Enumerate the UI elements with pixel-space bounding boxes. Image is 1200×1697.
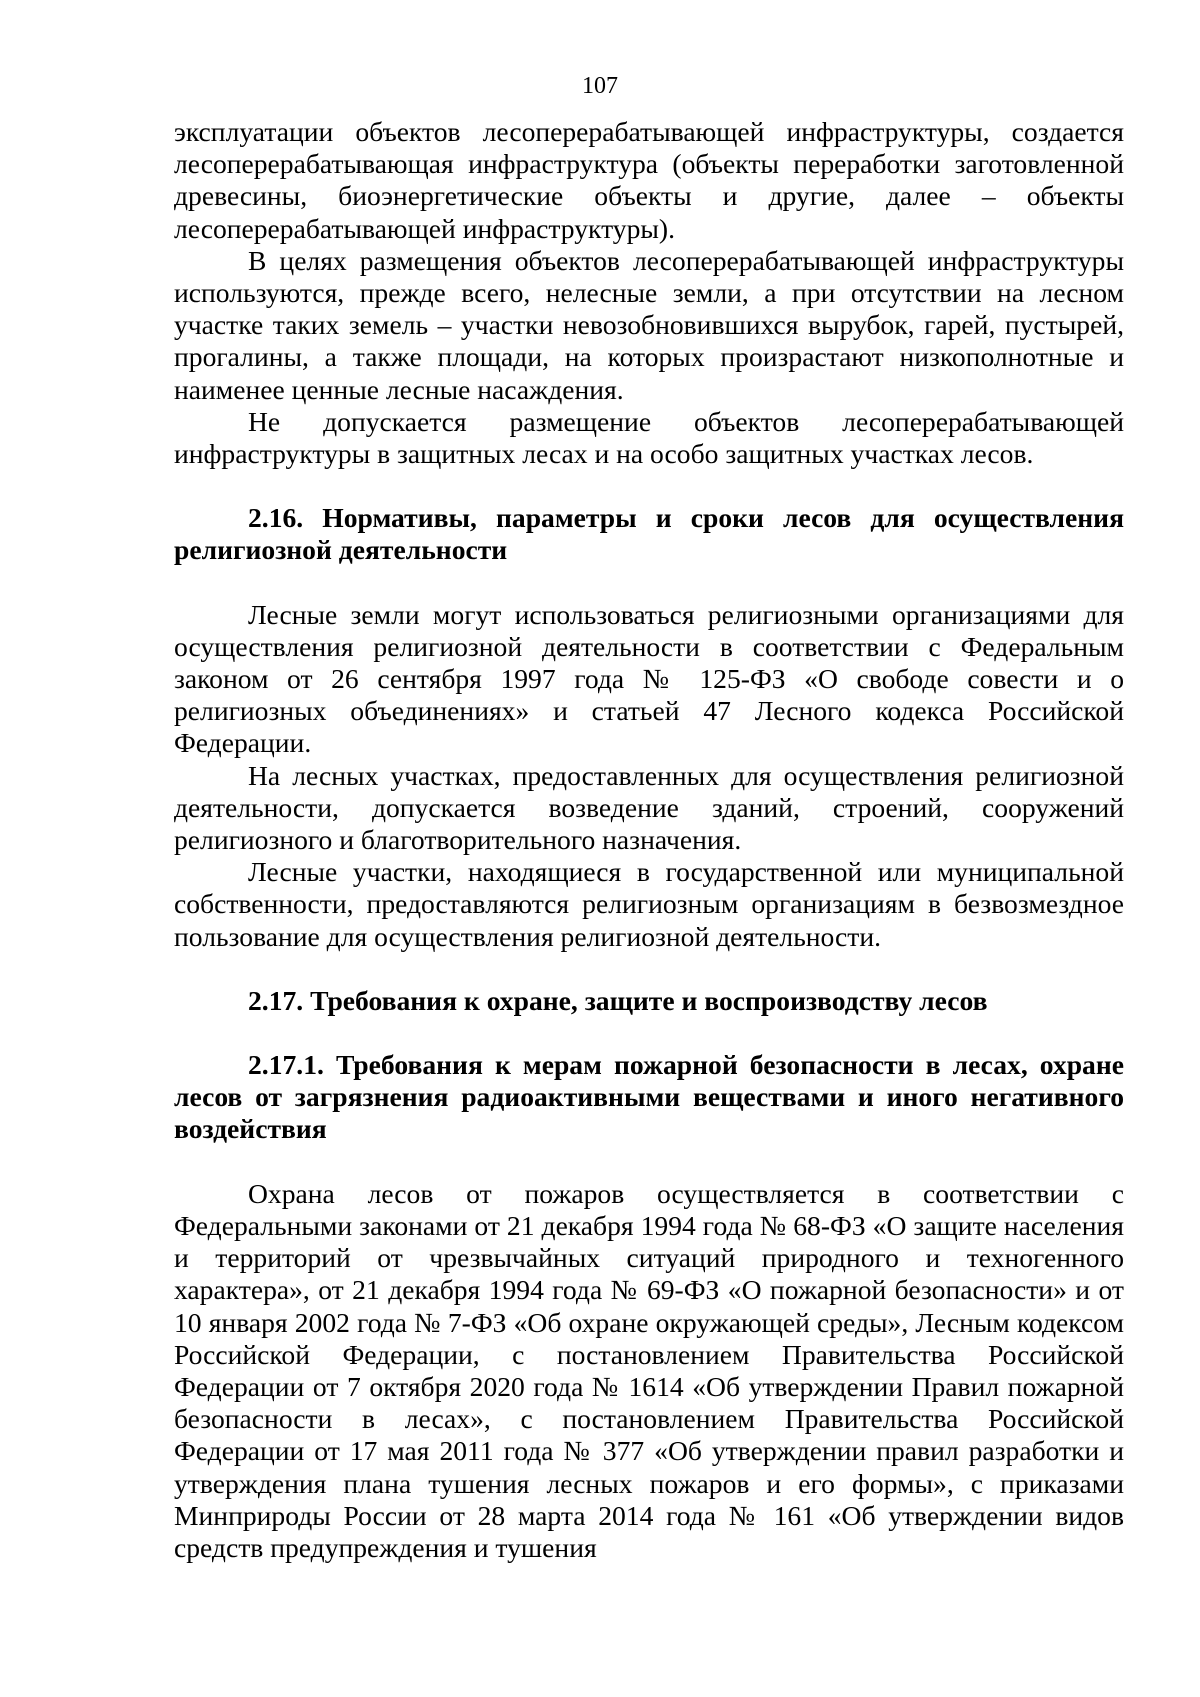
paragraph: Не допускается размещение объектов лесоперерабатывающей инфраструктуры в защитных лесах и на особо защитных участках лесов. (174, 405, 1124, 470)
paragraph: Лесные земли могут использоваться религиозными организациями для осуществления религиозной деятельности в соответствии с Федеральным законом от 26 сентября 1997 года № 125-ФЗ «О свободе совести и о религиозных объединениях» и статьей 47 Лесного кодекса Российской Федерации. (174, 598, 1124, 759)
paragraph: Охрана лесов от пожаров осуществляется в соответствии с Федеральными законами от 21 декабря 1994 года № 68-ФЗ «О защите населения и территорий от чрезвычайных ситуаций природного и техногенного характера», от 21 декабря 1994 года № 69-ФЗ «О пожарной безопасности» и от 10 января 2002 года № 7-ФЗ «Об охране окружающей среды», Лесным кодексом Российской Федерации, с постановлением Правительства Российской Федерации от 7 октября 2020 года № 1614 «Об утверждении Правил пожарной безопасности в лесах», с постановлением Правительства Российской Федерации от 17 мая 2011 года № 377 «Об утверждении правил разработки и утверждения плана тушения лесных пожаров и его формы», с приказами Минприроды России от 28 марта 2014 года № 161 «Об утверждении видов средств предупреждения и тушения (174, 1177, 1124, 1563)
paragraph-continuation: эксплуатации объектов лесоперерабатывающей инфраструктуры, создается лесоперерабатывающая инфраструктура (объекты переработки заготовленной древесины, биоэнергетические объекты и другие, далее – объекты лесоперерабатывающей инфраструктуры). (174, 116, 1124, 244)
paragraph: На лесных участках, предоставленных для осуществления религиозной деятельности, допускается возведение зданий, строений, сооружений религиозного и благотворительного назначения. (174, 759, 1124, 856)
section-heading-2-17: 2.17. Требования к охране, защите и воспроизводству лесов (248, 984, 988, 1016)
page-number: 107 (582, 73, 618, 99)
section-heading-2-16: 2.16. Нормативы, параметры и сроки лесов для осуществления религиозной деятельности (174, 502, 1124, 566)
paragraph: В целях размещения объектов лесоперерабатывающей инфраструктуры используются, прежде всего, нелесные земли, а при отсутствии на лесном участке таких земель – участки невозобновившихся вырубок, гарей, пустырей, прогалины, а также площади, на которых произрастают низкополнотные и наименее ценные лесные насаждения. (174, 244, 1124, 405)
document-body (174, 116, 1124, 1564)
paragraph: Лесные участки, находящиеся в государственной или муниципальной собственности, предоставляются религиозным организациям в безвозмездное пользование для осуществления религиозной деятельности. (174, 856, 1124, 952)
subsection-heading-2-17-1: 2.17.1. Требования к мерам пожарной безопасности в лесах, охране лесов от загрязнения радиоактивными веществами и иного негативного воздействия (174, 1049, 1124, 1145)
